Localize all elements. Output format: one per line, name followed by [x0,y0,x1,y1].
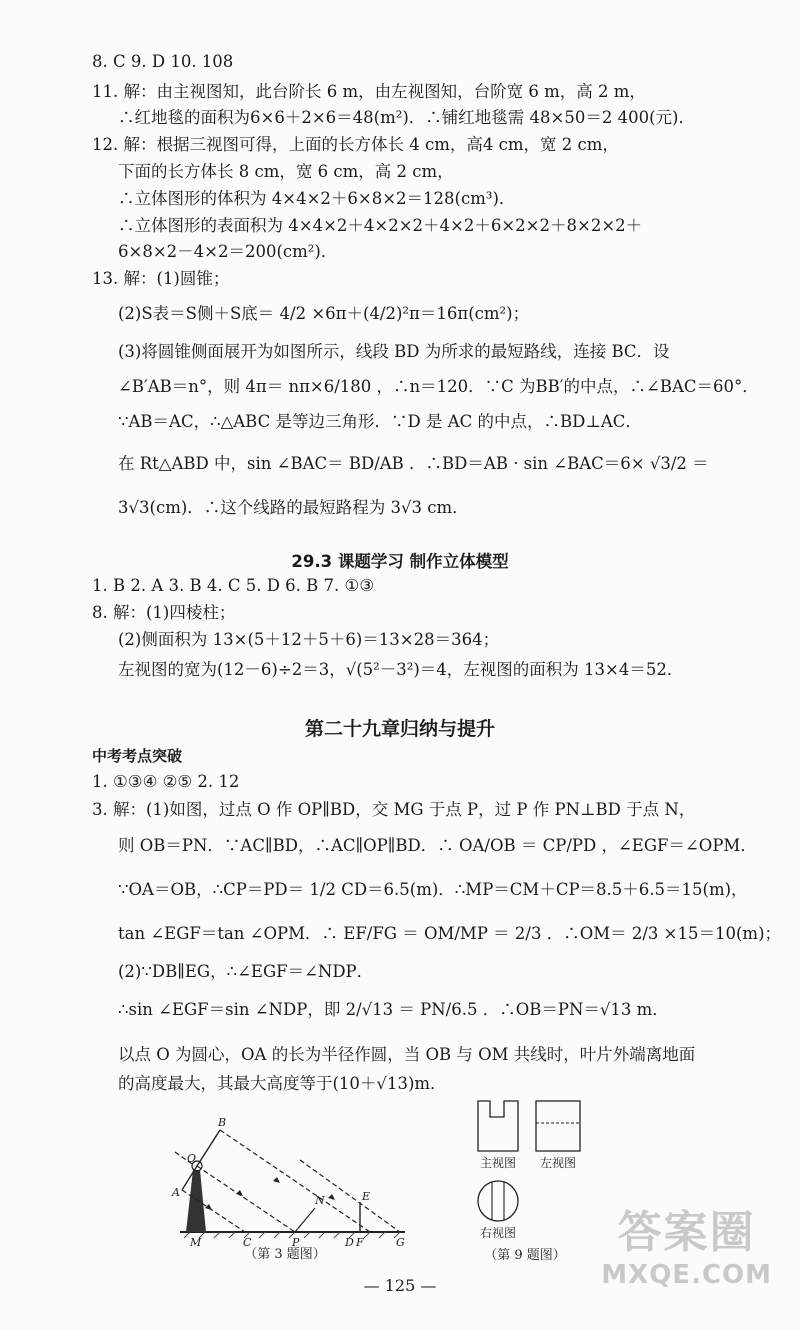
label-e: E [362,1190,371,1203]
front-view-shape [478,1101,518,1151]
answer-line: ∴sin ∠EGF＝sin ∠NDP，即 2/√13 ＝ PN/6.5 ．∴OB＝PN＝√13 m． [118,1000,669,1019]
answer-line: 在 Rt△ABD 中，sin ∠BAC＝ BD/AB ．∴BD＝AB · sin ∠BAC＝6× √3/2 ＝ [118,454,709,473]
label-b: B [218,1116,227,1129]
answer-line: ∵OA＝OB，∴CP＝PD＝ 1/2 CD＝6.5(m)．∴MP＝CM＋CP＝8.5＋6.5＝15(m)， [118,880,748,899]
watermark [601,1196,772,1290]
answer-line: 12. 解：根据三视图可得，上面的长方体长 4 cm，高4 cm，宽 2 cm， [92,135,619,154]
answer-line: ∴立体图形的体积为 4×4×2＋6×8×2＝128(cm³)． [118,189,516,208]
subsection-heading: 中考考点突破 [92,747,183,765]
answer-line: 1. B 2. A 3. B 4. C 5. D 6. B 7. ①③ [92,576,375,595]
answer-line: 3√3(cm)．∴这个线路的最短路程为 3√3 cm． [118,498,469,517]
watermark-top: 答案圈 [617,1207,756,1258]
answer-line: 8. 解：(1)四棱柱； [92,603,236,622]
answer-line: 11. 解：由主视图知，此台阶长 6 m，由左视图知，台阶宽 6 m，高 2 m， [92,82,646,101]
watermark-bottom: MXQE.COM [601,1260,772,1290]
answer-line: (2)∵DB∥EG，∴∠EGF＝∠NDP． [118,962,374,981]
answer-line: 左视图的宽为(12－6)÷2＝3，√(5²－3²)＝4，左视图的面积为 13×4＝52． [118,660,684,679]
figure-9-caption: （第 9 题图） [484,1248,566,1263]
blade-ob [197,1130,220,1166]
answer-line: ∴立体图形的表面积为 4×4×2＋4×2×2＋4×2＋6×2×2＋8×2×2＋ [118,216,643,235]
right-view-label: 右视图 [479,1226,517,1240]
left-view-label: 左视图 [539,1156,577,1170]
answer-line: ∵AB＝AC，∴△ABC 是等边三角形．∵D 是 AC 的中点，∴BD⊥AC． [118,412,642,431]
front-view-label: 主视图 [479,1156,517,1170]
figure-3-diagram [150,1110,420,1260]
label-m: M [190,1236,202,1249]
answer-line: 的高度最大，其最大高度等于(10＋√13)m． [118,1074,447,1093]
label-o: O [187,1152,197,1165]
segment-pn [295,1208,315,1232]
answer-line: ∠B′AB＝n°，则 4π＝ nπ×6/180 ，∴n＝120．∵C 为BB′的中点，∴∠BAC＝60°． [118,377,759,396]
sun-rays [175,1130,400,1232]
label-p: P [292,1236,300,1249]
figure-9-three-views [470,1095,600,1265]
answer-line: (3)将圆锥侧面展开为如图所示，线段 BD 为所求的最短路线，连接 BC．设 [118,342,670,361]
answer-line: 1. ①③④ ②⑤ 2. 12 [92,772,240,791]
answer-line: 3. 解：(1)如图，过点 O 作 OP∥BD，交 MG 于点 P，过 P 作 PN⊥BD 于点 N， [92,800,696,819]
label-a: A [172,1186,180,1199]
answer-line: tan ∠EGF＝tan ∠OPM．∴ EF/FG ＝ OM/MP ＝ 2/3 ．∴OM＝ 2/3 ×15＝10(m)； [118,924,782,943]
figure-3-caption: （第 3 题图） [244,1247,326,1260]
answer-line: 8. C 9. D 10. 108 [92,52,234,71]
answer-line: 则 OB＝PN．∵AC∥BD，∴AC∥OP∥BD．∴ OA/OB ＝ CP/PD ，∠EGF＝∠OPM． [118,836,757,855]
chapter-heading: 第二十九章归纳与提升 [304,718,495,740]
page-number: — 125 — [363,1276,437,1295]
label-c: C [243,1236,252,1249]
answer-line: 以点 O 为圆心，OA 的长为半径作圆，当 OB 与 OM 共线时，叶片外端离地面 [118,1045,696,1064]
label-n: N [315,1194,325,1207]
label-g: G [396,1236,405,1249]
answer-line: 下面的长方体长 8 cm，宽 6 cm，高 2 cm， [118,162,454,181]
answer-line: ∴红地毯的面积为6×6＋2×6＝48(m²)．∴铺红地毯需 48×50＝2 400(元)． [118,108,695,127]
label-f: F [356,1236,364,1249]
section-heading: 29.3 课题学习 制作立体模型 [291,552,509,571]
answer-line: (2)侧面积为 13×(5＋12＋5＋6)＝13×28＝364； [118,630,500,649]
right-view-circle [478,1181,518,1221]
left-view-shape [536,1101,580,1151]
label-d: D [345,1236,354,1249]
answer-line: 6×8×2－4×2＝200(cm²)． [118,242,338,261]
answer-line: (2)S表＝S侧＋S底＝ 4/2 ×6π＋(4/2)²π＝16π(cm²)； [118,304,530,323]
answer-line: 13. 解：(1)圆锥； [92,269,230,288]
